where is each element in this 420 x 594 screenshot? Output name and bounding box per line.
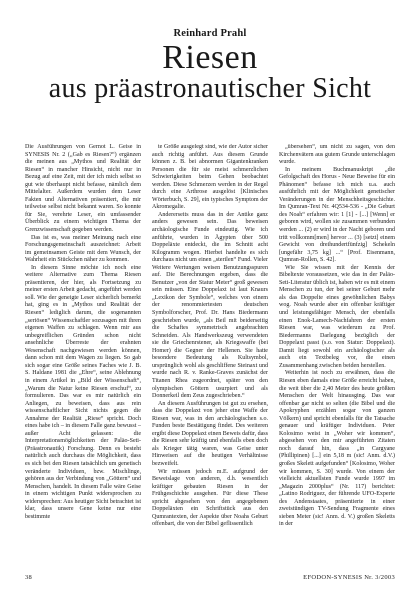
column-2: [152, 144, 268, 562]
paragraph: te Größe ausgelegt sind, wie der Autor sicher auch richtig anführt. Aus diesem Grunde können z. B. bei abnormen Gigantenkranken Personen die für sie meist schmerzlichen Schwierigkeiten beim Gehen beobachtet werden. Diese Schmerzen werden in der Regel durch eine Arthrose ausgelöst [Klinisches Wörterbuch, S. 29], ein typisches Symptom der Akromegalie.: [152, 144, 268, 211]
paragraph: Wir müssen jedoch m.E. aufgrund der Beweislage von anderen, d.h. wesentlich kräftiger gebauten Riesen in der Frühgeschichte ausgehen. Für diese These spricht abgesehen von den angegebenen Doppeläxten ein Schriftstück aus den Qumrantexten, der Aspekte über Noahs Geburt offenbart, die von der Bibel geflissentlich: [152, 468, 268, 528]
paragraph: In diesem Sinne möchte ich noch eine weitere Alternative zum Thema Riesen präsentieren, der hier, als Fortsetzung zu meiner ersten Arbeit gedacht, angeführt werden soll. Wie der geneigte Leser sicherlich bemerkt hat, ging es in „Mythos und Realität der Riesen“ lediglich darum, die sogenannten „seriösen“ Wissenschaftler sozusagen mit ihren eigenen Waffen zu schlagen. Wenn mir aus unbegreiflichen Gründen schon nicht ansehnliche Überreste der erahnten Wesenschaft nachgewiesen werden können, dann schon mit dem Wagen zu liegen. So gab sich sogar eine Größe seines Faches wie J. B. S. Haldane 1981 die „Ehre“, seine Ablehnung in einem Artikel in „Bild der Wissenschaft“, „Warum die Natur keine Riesen erschuf“, zu formulieren. Das war es mir natürlich ein Anliegen, zu beweisen, dass aus rein wissenschaftlicher Sicht nichts gegen die Annahme der Realität „Riese“ spricht. Doch eines habe ich – in diesem Falle ganz bewusst – außer Acht gelassen: die Interpretationsmöglichkeiten der Paläo-Seti- (Präastronautik) Forschung. Denn es besteht natürlich auch durchaus die Möglichkeit, dass es sich bei den Riesen tatsächlich um genetisch veränderte Individuen, bzw. Mischlinge, gehören aus der Verbindung von „Göttern“ und Menschen, handelt. In diesem Falle wäre Geise in einem wichtigen Punkt widersprochen zu widersprechen: Aus heutiger Sicht betrachtet ist klar, dass unsere Gene keine nur eine bestimmte: [25, 264, 141, 520]
text-columns: [25, 144, 395, 562]
page-footer: [25, 572, 395, 582]
paragraph: Wie Sie wissen mit der Kennis der Bibeltexte voraussetzen, wie das in der Paläo-Seti-Literatur üblich ist, haben wir es mit einem Menschen zu tun, der bei seiner Geburt mehr als das Doppelte eines gewöhnlichen Babys wog. Noah wurde aber ein offenbar kräftiger und leistungsfähiger Mensch, der ebenfalls einen Enok-Lamech-Nachfahren der ersten Riesen war, was wiederum zu Prof. Biedermanns Darlegung bezüglich der Doppelaxt passt (s.o. von Statur: Doppelaxt). Damit liegt sowohl ein archäologischer als auch ein Textbeleg vor, die einen Zusammenhang zwischen beiden herstellen.: [279, 264, 395, 369]
paragraph: Weiterhin ist noch zu erwähnen, dass die Riesen eben damals eine Größe erreicht haben, die weit über die 2,40 Meter des heute größten Menschen der Welt hinausging. Das war offenbar gar nicht so selten (die Bibel und die Apokryphen erzählen sogar von ganzen Völkern) und spricht ebenfalls für die Tatsache genauer und kräftiger Individuen. Peter Kolosimo weist in „Woher wir kommen“, abgesehen von den mir angeführten Zitaten noch darauf hin, dass „in Cargyane (Phillipinen) [...] ein 5,18 m (sic! Anm. d.V.) großes Skelett aufgefunden“ [Kolosimo, Woher wir kommen, S. 30] wurde. Von einem der vielleicht aktuellsten Funde wurde 1997 im „Magazin 2000plus“ (Nr. 117) berichtet: „Latino Rodriguez, der führende UFO-Experte des Andenstaates, präsentierte in einer zweistündigen TV-Sendung Fragmente eines sieben Meter (sic! Anm. d. V.) großen Skeletts in der: [279, 370, 395, 528]
author-name: Reinhard Prahl: [173, 28, 247, 39]
paragraph: An diesem Ausführungen ist gut zu ersehen, dass die Doppelaxt von jeher eine Waffe der Riesen war, was in den archäologischen s.o. Funden beste Bestätigung findet. Des weiteren ergibt diese Doppelaxt einen Beweis dafür, dass die Riesen sehr kräftig und ebenfalls eben doch als Krieger tätig waren, was Geise unter Hinweisen auf die heutigen Verhältnisse bezweifelt.: [152, 400, 268, 467]
paragraph: Das ist es, was meiner Meinung nach eine Forschungsgemeinschaft auszeichnet: Arbeit im gemeinsamen Geiste mit dem Wunsch, der Wahrheit ein Stückchen näher zu kommen.: [25, 234, 141, 264]
article-subtitle: aus präastronautischer Sicht: [48, 73, 372, 104]
paragraph: „übersehen“, um nicht zu sagen, von den Kirchenvätern aus gutem Grunde unterschlagen wurde.: [279, 144, 395, 166]
article-page: [25, 12, 395, 582]
column-3: [279, 144, 395, 562]
page-number: 38: [25, 573, 33, 581]
paragraph: Andererseits muss das in der Antike ganz anders gewesen sein. Das beweisen archäologische Funde eindeutig. Wie ich anführte, wurden in Ägypten über 500 Doppeläxte entdeckt, die im Schnitt acht Kilogramm wogen. Hierbei handelte es sich durchaus nicht um einen „sterilen“ Fund. Vieler Weitere Wertungen weisen Benutzungsspuren auf. Die Berechnungen ergeben, dass die Benutzer „von der Statur Meter“ groß gewesen sein müssen. Eine Doppelaxt ist laut Knaurs „Lexikon der Symbole“, welches von einem der renommiertesten deutschen Symbolforscher, Prof. Dr. Hans Biedermann geschrieben wurde, „als Beil mit beiderseitig die Schaftes symmetrisch angebrachten Schneiden. Als Handwerkszeug verwendeten sie die Griechenrstener, als Kriegswaffe (bei Homer) die Gegner der Hellenen. Sie hatte besondere Bedeutung als Kultsymbol, ursprünglich wohl als geschliffene Steinaxt und wurde nach R. v. Ranke-Graves zunächst der Titanen Rhea zugeordnet, später von den olympischen Göttern usurpiert und als Donnerkeil dem Zeus zugeschrieben.“: [152, 211, 268, 400]
paragraph: Die Ausführungen von Gernot L. Geise in SYNESIS Nr. 2 („Gab es Riesen?“) ergänzen die meinen aus „Mythos und Realität der Riesen“ in mancher Hinsicht, nicht nur in Bezug auf eine Zeit, mit der ich mich selbst so gut wie überhaupt nicht befasse, nämlich dem Mittelalter. Außerdem wurden dem Leser Fakten und Alternativen präsentiert, die mir teilweise selbst nicht bekannt waren. So konnte für Sie, verehrte Leser, ein umfassender Überblick zu einem wichtigen Thema der Grenzwissenschaft gegeben werden.: [25, 144, 141, 234]
paragraph: In meinem Buchmanuskript „die Gefolgschaft des Horus - Neue Beweise für ein Phänomen“ befasse ich mich u.a. auch ausführlich mit der Möglichkeit genetischer Veränderungen in der Menschheitsgeschichte. Im Qumran-Text Nr. 4Q534-536 - „Die Geburt des Noah“ erfahren wir: 1 [1] - [...] [Wenn] er geboren wird, wollen sie zusammen verbunden werden ... (2) er wird in der Nacht geboren und tritt vollkomm[men] hervor ... (3) [setzt] einem Gewicht von dreihundertfünfzig] Schekeln [ungefähr 3,75 kg] ...“ [Prof. Eisenmann, Qumran-Rollen, S. 42].: [279, 166, 395, 264]
column-1: [25, 144, 141, 562]
article-title: Riesen: [162, 39, 258, 76]
publication-info: EFODON-SYNESIS Nr. 3/2003: [303, 573, 395, 581]
